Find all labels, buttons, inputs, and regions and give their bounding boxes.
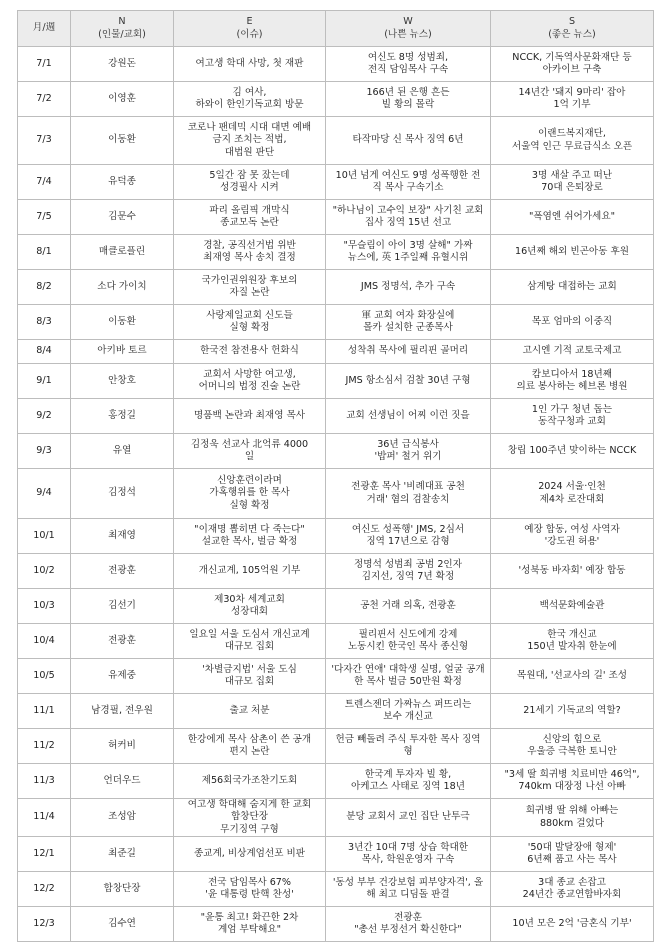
issue-cell: 사랑제일교회 신도들 실형 확정 xyxy=(174,305,326,340)
person-cell: 김정석 xyxy=(71,469,174,519)
header-week: 月/週 xyxy=(18,11,71,47)
good-news-cell: 3대 종교 손잡고 24년간 종교연합바자회 xyxy=(491,872,654,907)
issue-cell: 경찰, 공직선거법 위반 최재영 목사 송치 결정 xyxy=(174,235,326,270)
table-row xyxy=(18,872,654,907)
table-row xyxy=(18,694,654,729)
table-row xyxy=(18,270,654,305)
issue-cell: 파리 올림픽 개막식 종교모독 논란 xyxy=(174,200,326,235)
bad-news-cell: 전광훈 "총선 부정선거 확신한다" xyxy=(326,907,491,942)
good-news-cell: 10년 모은 2억 '금혼식 기부' xyxy=(491,907,654,942)
table-row xyxy=(18,165,654,200)
table-row xyxy=(18,47,654,82)
table-row xyxy=(18,364,654,399)
good-news-cell: 신앙의 힘으로 우울증 극복한 토니안 xyxy=(491,729,654,764)
bad-news-cell: "하나님이 고수익 보장" 사기친 교회 집사 징역 15년 선고 xyxy=(326,200,491,235)
table-row xyxy=(18,729,654,764)
good-news-cell: 한국 개신교 150년 발자취 한눈에 xyxy=(491,624,654,659)
person-cell: 허커비 xyxy=(71,729,174,764)
good-news-cell: 21세기 기독교의 역할? xyxy=(491,694,654,729)
table-row xyxy=(18,519,654,554)
good-news-cell: 고시엔 기적 교토국제고 xyxy=(491,340,654,364)
bad-news-cell: 트렌스젠더 가짜뉴스 퍼뜨리는 보수 개신교 xyxy=(326,694,491,729)
issue-cell: "윤통 최고! 화끈한 2차 계엄 부탁해요" xyxy=(174,907,326,942)
table-row xyxy=(18,235,654,270)
bad-news-cell: '동성 부부 건강보험 피부양자격', 올 해 최고 디딤돌 판결 xyxy=(326,872,491,907)
table-row xyxy=(18,907,654,942)
bad-news-cell: 분당 교회서 교인 집단 난투극 xyxy=(326,799,491,837)
person-cell: 유열 xyxy=(71,434,174,469)
news-table xyxy=(17,10,654,942)
person-cell: 최준길 xyxy=(71,837,174,872)
good-news-cell: NCCK, 기독역사문화재단 등 아카이브 구축 xyxy=(491,47,654,82)
person-cell: 전광훈 xyxy=(71,554,174,589)
table-row xyxy=(18,554,654,589)
good-news-cell: 백석문화예술관 xyxy=(491,589,654,624)
week-cell: 10/2 xyxy=(18,554,71,589)
week-cell: 10/4 xyxy=(18,624,71,659)
table-row xyxy=(18,764,654,799)
person-cell: 남경필, 전우원 xyxy=(71,694,174,729)
week-cell: 11/3 xyxy=(18,764,71,799)
good-news-cell: '성북동 바자회' 예장 합동 xyxy=(491,554,654,589)
table-row xyxy=(18,659,654,694)
good-news-cell: 목포 엄마의 이중직 xyxy=(491,305,654,340)
person-cell: 아키바 토르 xyxy=(71,340,174,364)
person-cell: 김선기 xyxy=(71,589,174,624)
good-news-cell: "폭염엔 쉬어가세요" xyxy=(491,200,654,235)
person-cell: 전광훈 xyxy=(71,624,174,659)
table-row xyxy=(18,434,654,469)
week-cell: 7/2 xyxy=(18,82,71,117)
issue-cell: 국가인권위원장 후보의 자질 논란 xyxy=(174,270,326,305)
bad-news-cell: 10년 넘게 여신도 9명 성폭행한 전 직 목사 구속기소 xyxy=(326,165,491,200)
week-cell: 9/3 xyxy=(18,434,71,469)
person-cell: 김수연 xyxy=(71,907,174,942)
issue-cell: 출교 처분 xyxy=(174,694,326,729)
bad-news-cell: 정명석 성범죄 공범 2인자 김지선, 징역 7년 확정 xyxy=(326,554,491,589)
issue-cell: 김 여사, 하와이 한인기독교회 방문 xyxy=(174,82,326,117)
issue-cell: 한강에게 목사 삼촌이 쓴 공개 편지 논란 xyxy=(174,729,326,764)
bad-news-cell: "무슬림이 아이 3명 살해" 가짜 뉴스에, 英 1주일째 유혈시위 xyxy=(326,235,491,270)
week-cell: 11/1 xyxy=(18,694,71,729)
person-cell: 언더우드 xyxy=(71,764,174,799)
bad-news-cell: 필리핀서 신도에게 강제 노동시킨 한국인 목사 종신형 xyxy=(326,624,491,659)
table-row xyxy=(18,305,654,340)
good-news-cell: '50대 발달장애 형제' 6년째 품고 사는 목사 xyxy=(491,837,654,872)
issue-cell: 한국전 참전용사 헌화식 xyxy=(174,340,326,364)
good-news-cell: 캄보디아서 18년째 의료 봉사하는 헤브론 병원 xyxy=(491,364,654,399)
issue-cell: 여고생 학대 사망, 첫 재판 xyxy=(174,47,326,82)
week-cell: 8/1 xyxy=(18,235,71,270)
table-row xyxy=(18,799,654,837)
week-cell: 12/3 xyxy=(18,907,71,942)
week-cell: 8/2 xyxy=(18,270,71,305)
bad-news-cell: 3년간 10대 7명 상습 학대한 목사, 학원운영자 구속 xyxy=(326,837,491,872)
week-cell: 7/4 xyxy=(18,165,71,200)
bad-news-cell: 공천 거래 의혹, 전광훈 xyxy=(326,589,491,624)
person-cell: 안창호 xyxy=(71,364,174,399)
issue-cell: 교회서 사망한 여고생, 어머니의 법정 진술 논란 xyxy=(174,364,326,399)
issue-cell: 김정욱 선교사 北억류 4000 일 xyxy=(174,434,326,469)
issue-cell: 5일간 잠 못 잤는데 성경필사 시켜 xyxy=(174,165,326,200)
table-row xyxy=(18,82,654,117)
week-cell: 9/1 xyxy=(18,364,71,399)
issue-cell: 제30차 세계교회 성장대회 xyxy=(174,589,326,624)
weekly-news-sheet xyxy=(17,10,653,942)
bad-news-cell: 성착취 목사에 필리핀 골머리 xyxy=(326,340,491,364)
week-cell: 8/4 xyxy=(18,340,71,364)
header-bad-news: W (나쁜 뉴스) xyxy=(326,11,491,47)
table-row xyxy=(18,469,654,519)
issue-cell: 코로나 팬데믹 시대 대면 예배 금지 조치는 적법, 대법원 판단 xyxy=(174,117,326,165)
week-cell: 9/4 xyxy=(18,469,71,519)
good-news-cell: "3세 딸 희귀병 치료비만 46억", 740km 대장정 나선 아빠 xyxy=(491,764,654,799)
bad-news-cell: 한국계 투자자 빌 황, 아케고스 사태로 징역 18년 xyxy=(326,764,491,799)
bad-news-cell: 헌금 빼돌려 주식 투자한 목사 징역 형 xyxy=(326,729,491,764)
person-cell: 강원돈 xyxy=(71,47,174,82)
person-cell: 홍정길 xyxy=(71,399,174,434)
bad-news-cell: 36년 급식봉사 '밥퍼' 철거 위기 xyxy=(326,434,491,469)
person-cell: 조성암 xyxy=(71,799,174,837)
table-row xyxy=(18,399,654,434)
header-person: N (인물/교회) xyxy=(71,11,174,47)
person-cell: 이동환 xyxy=(71,117,174,165)
week-cell: 12/1 xyxy=(18,837,71,872)
good-news-cell: 2024 서울·인천 제4차 로잔대회 xyxy=(491,469,654,519)
person-cell: 소다 가이치 xyxy=(71,270,174,305)
person-cell: 이동환 xyxy=(71,305,174,340)
header-row xyxy=(18,11,654,47)
good-news-cell: 이랜드복지재단, 서울역 인근 무료급식소 오픈 xyxy=(491,117,654,165)
bad-news-cell: 166년 된 은행 흔든 빌 황의 몰락 xyxy=(326,82,491,117)
table-row xyxy=(18,117,654,165)
week-cell: 11/2 xyxy=(18,729,71,764)
good-news-cell: 삼계탕 대접하는 교회 xyxy=(491,270,654,305)
good-news-cell: 3명 새살 주고 떠난 70대 은퇴장로 xyxy=(491,165,654,200)
issue-cell: 종교계, 비상계엄선포 비판 xyxy=(174,837,326,872)
person-cell: 김문수 xyxy=(71,200,174,235)
bad-news-cell: 전광훈 목사 '비례대표 공천 거래' 혐의 검찰송치 xyxy=(326,469,491,519)
good-news-cell: 예장 합동, 여성 사역자 '강도권 허용' xyxy=(491,519,654,554)
table-body xyxy=(18,47,654,942)
good-news-cell: 목원대, '선교사의 길' 조성 xyxy=(491,659,654,694)
week-cell: 10/5 xyxy=(18,659,71,694)
bad-news-cell: 교회 선생님이 어찌 이런 짓을 xyxy=(326,399,491,434)
table-row xyxy=(18,340,654,364)
bad-news-cell: 軍 교회 여자 화장실에 몰카 설치한 군종목사 xyxy=(326,305,491,340)
week-cell: 9/2 xyxy=(18,399,71,434)
bad-news-cell: JMS 항소심서 검찰 30년 구형 xyxy=(326,364,491,399)
bad-news-cell: '다자간 연애' 대학생 실명, 얼굴 공개 한 목사 벌금 50만원 확정 xyxy=(326,659,491,694)
issue-cell: "이재명 뽑히면 다 죽는다" 설교한 목사, 벌금 확정 xyxy=(174,519,326,554)
person-cell: 이영훈 xyxy=(71,82,174,117)
good-news-cell: 1인 가구 청년 돕는 동작구청과 교회 xyxy=(491,399,654,434)
issue-cell: 여고생 학대해 숨지게 한 교회 합창단장 무기징역 구형 xyxy=(174,799,326,837)
person-cell: 합창단장 xyxy=(71,872,174,907)
good-news-cell: 창립 100주년 맞이하는 NCCK xyxy=(491,434,654,469)
issue-cell: '차별금지법' 서울 도심 대규모 집회 xyxy=(174,659,326,694)
week-cell: 12/2 xyxy=(18,872,71,907)
table-row xyxy=(18,624,654,659)
good-news-cell: 희귀병 딸 위해 아빠는 880km 걸었다 xyxy=(491,799,654,837)
person-cell: 유제중 xyxy=(71,659,174,694)
table-row xyxy=(18,837,654,872)
issue-cell: 개신교계, 105억원 기부 xyxy=(174,554,326,589)
week-cell: 10/1 xyxy=(18,519,71,554)
bad-news-cell: 여신도 성폭행' JMS, 2심서 징역 17년으로 감형 xyxy=(326,519,491,554)
table-row xyxy=(18,200,654,235)
bad-news-cell: 여신도 8명 성범죄, 전직 담임목사 구속 xyxy=(326,47,491,82)
person-cell: 최재영 xyxy=(71,519,174,554)
week-cell: 7/5 xyxy=(18,200,71,235)
issue-cell: 전국 담임목사 67% '윤 대통령 탄핵 찬성' xyxy=(174,872,326,907)
person-cell: 매클로플린 xyxy=(71,235,174,270)
week-cell: 10/3 xyxy=(18,589,71,624)
issue-cell: 신앙훈련이라며 가혹행위를 한 목사 실형 확정 xyxy=(174,469,326,519)
week-cell: 8/3 xyxy=(18,305,71,340)
week-cell: 7/1 xyxy=(18,47,71,82)
week-cell: 11/4 xyxy=(18,799,71,837)
header-issue: E (이슈) xyxy=(174,11,326,47)
bad-news-cell: JMS 정명석, 추가 구속 xyxy=(326,270,491,305)
person-cell: 유덕종 xyxy=(71,165,174,200)
issue-cell: 일요일 서울 도심서 개신교계 대규모 집회 xyxy=(174,624,326,659)
issue-cell: 명품백 논란과 최재영 목사 xyxy=(174,399,326,434)
bad-news-cell: 타작마당 신 목사 징역 6년 xyxy=(326,117,491,165)
table-row xyxy=(18,589,654,624)
good-news-cell: 16년째 해외 빈곤아동 후원 xyxy=(491,235,654,270)
issue-cell: 제56회국가조찬기도회 xyxy=(174,764,326,799)
header-good-news: S (좋은 뉴스) xyxy=(491,11,654,47)
week-cell: 7/3 xyxy=(18,117,71,165)
good-news-cell: 14년간 '돼지 9마리' 잡아 1억 기부 xyxy=(491,82,654,117)
